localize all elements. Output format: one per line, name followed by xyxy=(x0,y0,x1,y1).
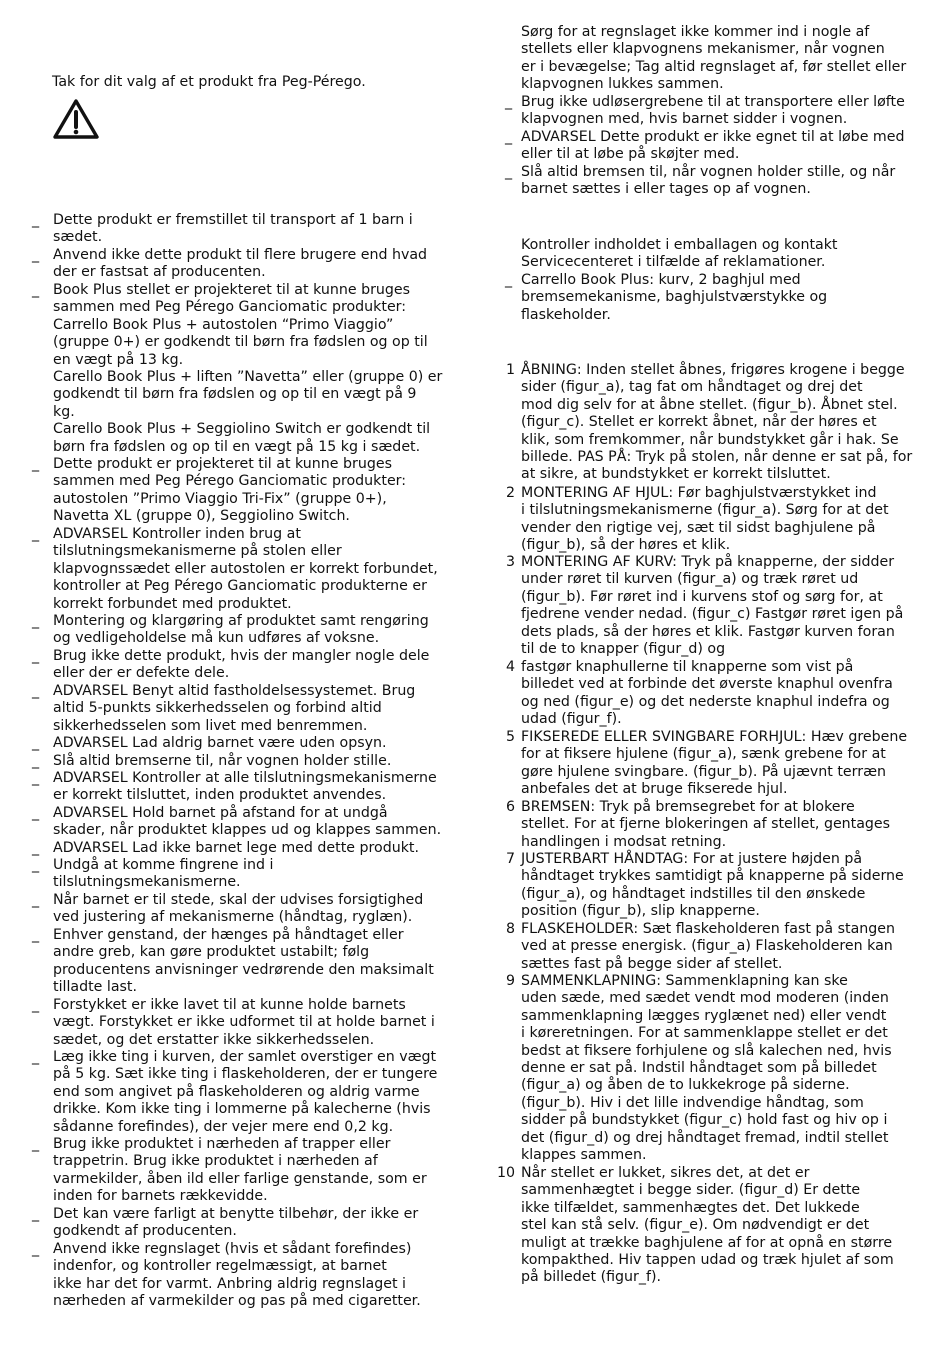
bullet-marker: _ xyxy=(32,1206,40,1222)
text-line: på 5 kg. Sæt ikke ting i flaskeholderen, der er tungere xyxy=(53,1066,438,1083)
safety-bullet-item xyxy=(32,282,468,456)
bullet-marker: _ xyxy=(32,1241,40,1257)
text-line: ved at presse energisk. (figur_a) Flaskeholderen kan xyxy=(521,938,893,955)
text-line: Book Plus stellet er projekteret til at kunne bruges xyxy=(53,282,411,298)
instruction-step xyxy=(495,659,933,729)
text-line: eller der er defekte dele. xyxy=(53,665,230,682)
text-line: muligt at trække baghjulene af for at opnå en større xyxy=(521,1234,893,1251)
text-line: fastgør knaphullerne til knapperne som vist på xyxy=(521,659,854,675)
text-line: ikke tilfældet, sammenhægtes det. Det lukkede xyxy=(521,1199,860,1216)
step-number: 9 xyxy=(505,973,515,989)
instruction-step xyxy=(495,362,933,484)
text-line: en vægt på 13 kg. xyxy=(53,351,184,368)
text-line: gøre hjulene svingbare. (figur_b). På ujævnt terræn xyxy=(521,763,887,780)
text-line: Montering og klargøring af produktet samt rengøring xyxy=(53,613,429,629)
safety-bullet-item xyxy=(32,1241,468,1311)
text-line: sammen med Peg Pérego Ganciomatic produkter: xyxy=(53,299,407,316)
text-line: MONTERING AF HJUL: Før baghjulstværstykket ind xyxy=(521,485,877,501)
bullet-marker: _ xyxy=(32,805,40,821)
text-line: kontroller at Peg Pérego Ganciomatic produkterne er xyxy=(53,578,427,595)
bullet-marker: _ xyxy=(32,927,40,943)
bullet-marker: _ xyxy=(32,648,40,664)
text-line: Anvend ikke regnslaget (hvis et sådant forefindes) xyxy=(53,1241,412,1257)
text-line: Forstykket er ikke lavet til at kunne holde barnets xyxy=(53,997,406,1013)
step-number: 7 xyxy=(505,851,515,867)
text-line: barnet sættes i eller tages op af vognen. xyxy=(521,181,811,198)
safety-bullet-item xyxy=(32,613,468,648)
bullet-marker: _ xyxy=(32,212,40,228)
instruction-step xyxy=(495,1165,933,1287)
safety-bullet-item xyxy=(32,1206,468,1241)
step-number: 1 xyxy=(505,362,515,378)
text-line: andre greb, kan gøre produktet ustabilt; følg xyxy=(53,944,370,961)
text-line: Når barnet er til stede, skal der udvises forsigtighed xyxy=(53,892,424,908)
bullet-marker: _ xyxy=(505,94,513,110)
safety-bullet-item xyxy=(32,247,468,282)
text-line: Slå altid bremserne til, når vognen holder stille. xyxy=(53,753,392,769)
text-line: dets plads, så der høres et klik. Fastgør kurven foran xyxy=(521,623,895,640)
text-line: Brug ikke udløsergrebene til at transportere eller løfte xyxy=(521,94,905,110)
text-line: godkendt af producenten. xyxy=(53,1223,237,1240)
safety-bullet-item xyxy=(32,770,468,805)
text-line: tilslutningsmekanismerne. xyxy=(53,874,241,891)
package-contents xyxy=(495,237,933,324)
text-line: (figur_b), så der høres et klik. xyxy=(521,537,731,554)
bullet-marker: _ xyxy=(32,526,40,542)
text-line: stellets eller klapvognens mekanismer, når vognen xyxy=(521,41,885,58)
text-line: end som angivet på flaskeholderen og aldrig varme xyxy=(53,1083,420,1100)
text-line: kg. xyxy=(53,403,75,420)
text-line: fjedrene vender nedad. (figur_c) Fastgør røret igen på xyxy=(521,606,904,623)
text-line: sådanne forefindes), der vejer mere end 0,2 kg. xyxy=(53,1118,394,1135)
text-line: tilladte last. xyxy=(53,979,137,996)
safety-bullet-item xyxy=(32,526,468,613)
bullet-marker: _ xyxy=(32,735,40,751)
text-line: (figur_b). Hiv i det lille indvendige håndtag, som xyxy=(521,1094,864,1111)
text-line: ved justering af mekanismerne (håndtag, ryglæn). xyxy=(53,909,413,926)
text-line: det (figur_d) og drej håndtaget fremad, indtil stellet xyxy=(521,1129,889,1146)
text-line: ADVARSEL Benyt altid fastholdelsessystemet. Brug xyxy=(53,683,416,699)
text-line: FIKSEREDE ELLER SVINGBARE FORHJUL: Hæv grebene xyxy=(521,729,908,745)
text-line: klappes sammen. xyxy=(521,1147,647,1164)
text-line: Dette produkt er fremstillet til transport af 1 barn i xyxy=(53,212,413,228)
bullet-marker: _ xyxy=(32,282,40,298)
text-line: indenfor, og kontroller regelmæssigt, at barnet xyxy=(53,1258,387,1275)
text-line: vægt. Forstykket er ikke udformet til at holde barnet i xyxy=(53,1014,435,1031)
safety-bullet-item xyxy=(495,164,933,199)
text-line: skader, når produktet klappes ud og klappes sammen. xyxy=(53,822,442,839)
text-line: kompakthed. Hiv tappen udad og træk hjulet af som xyxy=(521,1252,894,1269)
text-line: der er fastsat af producenten. xyxy=(53,264,266,281)
bullet-marker: _ xyxy=(32,683,40,699)
bullet-marker: _ xyxy=(32,753,40,769)
text-line: (figur_a) og åben de to lukkekroge på siderne. xyxy=(521,1077,850,1094)
text-line: drikke. Kom ikke ting i lommerne på kalecherne (hvis xyxy=(53,1101,431,1118)
text-line: Læg ikke ting i kurven, der samlet overstiger en vægt xyxy=(53,1049,437,1065)
text-line: Carello Book Plus + liften ”Navetta” eller (gruppe 0) er xyxy=(53,369,443,386)
text-line: (figur_a), og håndtaget indstilles til den ønskede xyxy=(521,885,866,902)
bullet-marker: _ xyxy=(32,840,40,856)
text-line: Carrello Book Plus: kurv, 2 baghjul med xyxy=(521,271,801,288)
text-line: flaskeholder. xyxy=(521,306,611,323)
text-line: korrekt forbundet med produktet. xyxy=(53,595,292,612)
text-line: sædet. xyxy=(53,229,103,246)
text-line: (figur_b). Før røret ind i kurvens stof og sørg for, at xyxy=(521,588,883,605)
text-line: Carello Book Plus + Seggiolino Switch er godkendt til xyxy=(53,421,431,438)
text-line: sammenklapning lægges ryglænet ned) eller vendt xyxy=(521,1007,887,1024)
text-line: billede. PAS PÅ: Tryk på stolen, når denne er sat på, for xyxy=(521,449,913,466)
step-number: 10 xyxy=(496,1165,515,1181)
warning-triangle-icon xyxy=(52,98,100,140)
safety-bullet-item xyxy=(495,94,933,129)
step-number: 4 xyxy=(505,659,515,675)
text-line: stel kan stå selv. (figur_e). Om nødvendigt er det xyxy=(521,1217,870,1234)
bullet-marker: _ xyxy=(32,456,40,472)
text-line: BREMSEN: Tryk på bremsegrebet for at blokere xyxy=(521,799,855,815)
text-line: stellet. For at fjerne blokeringen af stellet, gentages xyxy=(521,816,891,833)
safety-bullet-item xyxy=(32,927,468,997)
paragraph xyxy=(495,24,933,94)
text-line: varmekilder, åben ild eller farlige genstande, som er xyxy=(53,1170,427,1187)
safety-bullet-item xyxy=(495,129,933,164)
step-number: 3 xyxy=(505,554,515,570)
text-line: Når stellet er lukket, sikres det, at det er xyxy=(521,1165,810,1181)
text-line: og ned (figur_e) og det nederste knaphul indefra og xyxy=(521,693,890,710)
text-line: Carrello Book Plus + autostolen “Primo Viaggio” xyxy=(53,316,394,333)
text-line: JUSTERBART HÅNDTAG: For at justere højden på xyxy=(521,851,863,867)
text-line: sammen med Peg Pérego Ganciomatic produkter: xyxy=(53,473,407,490)
text-line: sammenhægtet i begge sider. (figur_d) Er dette xyxy=(521,1182,861,1199)
safety-bullet-item xyxy=(32,753,468,770)
text-line: klapvognen lukkes sammen. xyxy=(521,76,724,93)
text-line: ÅBNING: Inden stellet åbnes, frigøres krogene i begge xyxy=(521,362,905,378)
text-line: klik, som fremkommer, når bundstykket går i hak. Se xyxy=(521,431,899,448)
text-line: Slå altid bremsen til, når vognen holder stille, og når xyxy=(521,164,896,180)
text-line: position (figur_b), slip knapperne. xyxy=(521,903,760,920)
text-line: altid 5-punkts sikkerhedsselen og forbind altid xyxy=(53,700,382,717)
instruction-step xyxy=(495,729,933,799)
text-line: er i bevægelse; Tag altid regnslaget af, før stellet eller xyxy=(521,58,907,75)
text-line: Anvend ikke dette produkt til flere brugere end hvad xyxy=(53,247,428,263)
step-number: 2 xyxy=(505,485,515,501)
text-line: at sikre, at bundstykket er korrekt tilsluttet. xyxy=(521,466,831,483)
text-line: sættes fast på begge sider af stellet. xyxy=(521,955,783,972)
text-line: trappetrin. Brug ikke produktet i nærheden af xyxy=(53,1153,378,1170)
text-line: sidder på bundstykket (figur_c) hold fast og hiv op i xyxy=(521,1112,888,1129)
bullet-marker: _ xyxy=(505,129,513,145)
instruction-step xyxy=(495,485,933,555)
text-line: autostolen ”Primo Viaggio Tri-Fix” (gruppe 0+), xyxy=(53,490,387,507)
text-line: ADVARSEL Dette produkt er ikke egnet til at løbe med xyxy=(521,129,905,145)
text-line: eller til at løbe på skøjter med. xyxy=(521,146,740,163)
instruction-step xyxy=(495,921,933,973)
text-line: ADVARSEL Kontroller at alle tilslutningsmekanismerne xyxy=(53,770,437,786)
text-line: ADVARSEL Kontroller inden brug at xyxy=(53,526,301,542)
bullet-marker: _ xyxy=(32,613,40,629)
instruction-step xyxy=(495,973,933,1164)
text-line: uden sæde, med sædet vendt mod moderen (inden xyxy=(521,990,889,1007)
text-line: sædet, og det erstatter ikke sikkerhedsselen. xyxy=(53,1031,375,1048)
bullet-marker: _ xyxy=(32,857,40,873)
text-line: i tilslutningsmekanismerne (figur_a). Sørg for at det xyxy=(521,502,889,519)
text-line: ADVARSEL Lad aldrig barnet være uden opsyn. xyxy=(53,735,387,751)
text-line: MONTERING AF KURV: Tryk på knapperne, der sidder xyxy=(521,554,895,570)
text-line: FLASKEHOLDER: Sæt flaskeholderen fast på stangen xyxy=(521,921,896,937)
text-line: (figur_c). Stellet er korrekt åbnet, når der høres et xyxy=(521,414,877,431)
text-line: godkendt til børn fra fødslen og op til en vægt på 9 xyxy=(53,386,417,403)
safety-bullet-item xyxy=(32,212,468,247)
text-line: Navetta XL (gruppe 0), Seggiolino Switch. xyxy=(53,508,350,525)
step-number: 8 xyxy=(505,921,515,937)
safety-bullet-item xyxy=(32,840,468,857)
bullet-marker: _ xyxy=(32,997,40,1013)
bullet-marker: _ xyxy=(32,1049,40,1065)
step-number: 6 xyxy=(505,799,515,815)
safety-bullet-item xyxy=(32,997,468,1049)
safety-bullet-item xyxy=(32,683,468,735)
text-line: ADVARSEL Lad ikke barnet lege med dette produkt. xyxy=(53,840,419,856)
text-line: billedet ved at forbinde det øverste knaphul ovenfra xyxy=(521,676,893,693)
instruction-step xyxy=(495,851,933,921)
package-contents-item xyxy=(505,271,933,324)
text-line: producentens anvisninger vedrørende den maksimalt xyxy=(53,961,434,978)
text-line: og vedligeholdelse må kun udføres af voksne. xyxy=(53,630,380,647)
bullet-marker: _ xyxy=(32,247,40,263)
text-line: på billedet (figur_f). xyxy=(521,1269,662,1286)
text-line: klapvognen med, hvis barnet sidder i vognen. xyxy=(521,111,848,128)
safety-bullet-item xyxy=(32,857,468,892)
text-line: bremsemekanisme, baghjulstværstykke og xyxy=(521,289,828,306)
instruction-step xyxy=(495,799,933,851)
text-line: udad (figur_f). xyxy=(521,711,622,728)
intro-text: Tak for dit valg af et produkt fra Peg-Pérego. xyxy=(52,74,366,90)
text-line: Servicecenteret i tilfælde af reklamationer. xyxy=(521,254,826,271)
safety-bullet-item xyxy=(32,892,468,927)
text-line: anbefales det at bruge fikserede hjul. xyxy=(521,781,788,798)
text-line: Kontroller indholdet i emballagen og kontakt xyxy=(521,237,838,253)
text-line: Undgå at komme fingrene ind i xyxy=(53,857,274,873)
text-line: denne er sat på. Indstil håndtaget som på billedet xyxy=(521,1060,877,1077)
text-line: tilslutningsmekanismerne på stolen eller xyxy=(53,543,342,560)
text-line: i køreretningen. For at sammenklappe stellet er det xyxy=(521,1025,888,1042)
text-line: bedst at fiksere forhjulene og slå kalechen ned, hvis xyxy=(521,1042,892,1059)
safety-bullet-item xyxy=(32,456,468,526)
text-line: sider (figur_a), tag fat om håndtaget og drej det xyxy=(521,379,863,396)
text-line: er korrekt tilsluttet, inden produktet anvendes. xyxy=(53,787,387,804)
safety-bullet-item xyxy=(32,735,468,752)
text-line: ADVARSEL Hold barnet på afstand for at undgå xyxy=(53,805,388,821)
text-line: børn fra fødslen og op til en vægt på 15 kg i sædet. xyxy=(53,438,421,455)
text-line: SAMMENKLAPNING: Sammenklapning kan ske xyxy=(521,973,848,989)
text-line: vender den rigtige vej, sæt til sidst baghjulene på xyxy=(521,519,876,536)
safety-bullet-item xyxy=(32,1049,468,1136)
text-line: Det kan være farligt at benytte tilbehør, der ikke er xyxy=(53,1206,419,1222)
step-number: 5 xyxy=(505,729,515,745)
text-line: Enhver genstand, der hænges på håndtaget eller xyxy=(53,927,404,943)
text-line: under røret til kurven (figur_a) og træk røret ud xyxy=(521,571,859,588)
safety-bullet-item xyxy=(32,805,468,840)
text-line: for at fiksere hjulene (figur_a), sænk grebene for at xyxy=(521,746,886,763)
text-line: handlingen i modsat retning. xyxy=(521,833,727,850)
instruction-step xyxy=(495,554,933,658)
text-line: klapvognssædet eller autostolen er korrekt forbundet, xyxy=(53,560,438,577)
text-line: sikkerhedsselen som livet med benremmen. xyxy=(53,717,368,734)
text-line: håndtaget trykkes samtidigt på knapperne på siderne xyxy=(521,868,904,885)
text-line: Brug ikke produktet i nærheden af trapper eller xyxy=(53,1136,391,1152)
bullet-marker: _ xyxy=(32,1136,40,1152)
text-line: inden for barnets rækkevidde. xyxy=(53,1188,268,1205)
bullet-marker: _ xyxy=(32,770,40,786)
text-line: mod dig selv for at åbne stellet. (figur_b). Åbnet stel. xyxy=(521,396,898,413)
bullet-marker: _ xyxy=(505,164,513,180)
bullet-marker: _ xyxy=(32,892,40,908)
text-line: ikke har det for varmt. Anbring aldrig regnslaget i xyxy=(53,1275,406,1292)
bullet-marker: _ xyxy=(505,271,513,288)
safety-bullet-item xyxy=(32,1136,468,1206)
text-line: til de to knapper (figur_d) og xyxy=(521,641,726,658)
text-line: nærheden af varmekilder og pas på med cigaretter. xyxy=(53,1293,421,1310)
text-line: Dette produkt er projekteret til at kunne bruges xyxy=(53,456,392,472)
text-line: Brug ikke dette produkt, hvis der mangler nogle dele xyxy=(53,648,430,664)
safety-bullet-item xyxy=(32,648,468,683)
text-line: Sørg for at regnslaget ikke kommer ind i nogle af xyxy=(521,24,870,40)
text-line: (gruppe 0+) er godkendt til børn fra fødslen og op til xyxy=(53,334,428,351)
